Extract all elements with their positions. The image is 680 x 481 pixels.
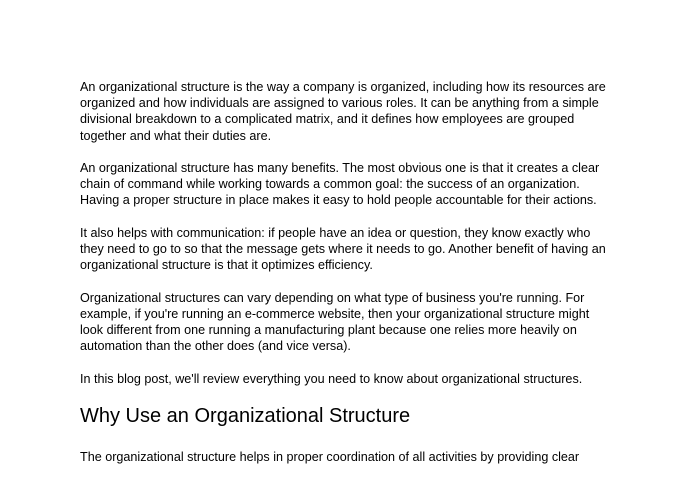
paragraph-communication: It also helps with communication: if people have an idea or question, they know exactly who they need to go to so that the message gets where it needs to go. Another benefit of having an organizational structure is that it optimizes efficiency. bbox=[80, 225, 606, 273]
section-heading: Why Use an Organizational Structure bbox=[80, 404, 411, 427]
paragraph-blog-overview: In this blog post, we'll review everything you need to know about organizational structures. bbox=[80, 371, 583, 386]
paragraph-benefits: An organizational structure has many benefits. The most obvious one is that it creates a clear chain of command while working towards a common goal: the success of an organization. Having a proper structure in place makes it easy to hold people accountable for their actions. bbox=[80, 161, 600, 208]
paragraph-coordination: The organizational structure helps in proper coordination of all activities by providing clear bbox=[80, 449, 580, 464]
paragraph-intro: An organizational structure is the way a company is organized, including how its resources are organized and how individuals are assigned to various roles. It can be anything from a simple divisional breakdown to a complicated matrix, and it defines how employees are grouped together and what their duties are. bbox=[80, 80, 606, 143]
document-body bbox=[80, 79, 610, 481]
paragraph-variation: Organizational structures can vary depending on what type of business you're running. For example, if you're running an e-commerce website, then your organizational structure might look different from one running a manufacturing plant because one relies more heavily on automation than the other does (and vice versa). bbox=[80, 290, 590, 354]
